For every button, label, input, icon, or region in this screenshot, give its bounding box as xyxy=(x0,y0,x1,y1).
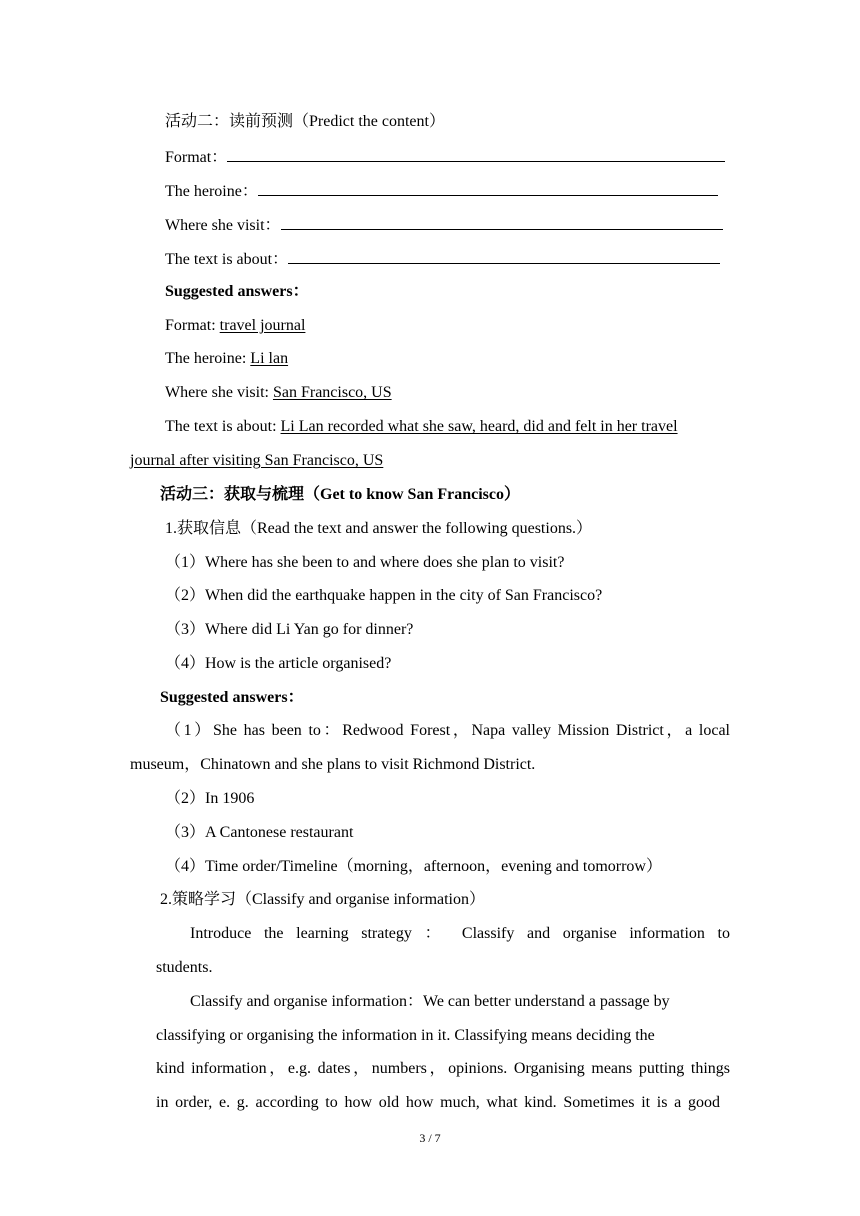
heroine-prompt xyxy=(165,180,718,202)
answer-where-value: San Francisco, US xyxy=(272,384,392,401)
question-4: （4）How is the article organised? xyxy=(165,655,392,672)
answer-heroine-label: The heroine: xyxy=(165,350,251,367)
question-3: （3）Where did Li Yan go for dinner? xyxy=(165,621,414,638)
answer-heroine-value: Li lan xyxy=(250,350,289,367)
answer-4: （4）Time order/Timeline（morning，afternoon，evening and tomorrow） xyxy=(165,858,662,875)
strategy-paragraph-line3: kind information，e.g. dates，numbers，opinions. Organising means putting things xyxy=(156,1060,730,1077)
answer-format-label: Format: xyxy=(165,317,220,334)
answer-about-value-line1: Li Lan recorded what she saw, heard, did and felt in her travel xyxy=(280,418,678,435)
answer-format xyxy=(165,316,305,336)
answer-where-label: Where she visit: xyxy=(165,384,273,401)
subsection-2-heading: 2.策略学习（Classify and organise information） xyxy=(160,891,486,908)
heroine-label: The heroine： xyxy=(165,183,258,200)
answer-format-value: travel journal xyxy=(219,317,306,334)
strategy-intro-line1: Introduce the learning strategy ： Classify and organise information to xyxy=(190,925,730,942)
where-label: Where she visit： xyxy=(165,217,281,234)
where-prompt xyxy=(165,214,723,236)
format-prompt xyxy=(165,146,725,168)
answer-about-label: The text is about: xyxy=(165,418,281,435)
answer-1-line1: （1）She has been to：Redwood Forest，Napa valley Mission District，a local xyxy=(165,722,730,739)
answer-1-line2: museum，Chinatown and she plans to visit Richmond District. xyxy=(130,756,536,773)
answer-about xyxy=(165,417,678,437)
heroine-blank xyxy=(258,180,718,196)
subsection-1-heading: 1.获取信息（Read the text and answer the following questions.） xyxy=(165,520,593,537)
strategy-paragraph-line2: classifying or organising the information in it. Classifying means deciding the xyxy=(156,1027,655,1044)
question-2: （2）When did the earthquake happen in the city of San Francisco? xyxy=(165,587,603,604)
format-blank xyxy=(227,146,725,162)
question-1: （1）Where has she been to and where does she plan to visit? xyxy=(165,554,565,571)
format-label: Format： xyxy=(165,149,228,166)
answer-where xyxy=(165,383,392,403)
where-blank xyxy=(281,214,723,230)
answer-3: （3）A Cantonese restaurant xyxy=(165,824,354,841)
activity2-heading: 活动二：读前预测（Predict the content） xyxy=(165,113,445,130)
activity3-suggested-heading: Suggested answers： xyxy=(160,689,304,706)
strategy-paragraph-line4: in order, e. g. according to how old how much, what kind. Sometimes it is a good xyxy=(156,1094,720,1111)
strategy-intro-line2: students. xyxy=(156,959,213,976)
strategy-paragraph-line1: Classify and organise information：We can better understand a passage by xyxy=(190,993,670,1010)
about-prompt xyxy=(165,248,720,270)
answer-heroine xyxy=(165,349,288,369)
answer-about-value-line2: journal after visiting San Francisco, US xyxy=(130,452,384,469)
page-number: 3 / 7 xyxy=(419,1131,441,1145)
about-blank xyxy=(288,248,720,264)
activity2-suggested-heading: Suggested answers： xyxy=(165,283,309,300)
about-label: The text is about： xyxy=(165,251,289,268)
activity3-heading: 活动三：获取与梳理（Get to know San Francisco） xyxy=(160,486,521,503)
answer-2: （2）In 1906 xyxy=(165,790,255,807)
